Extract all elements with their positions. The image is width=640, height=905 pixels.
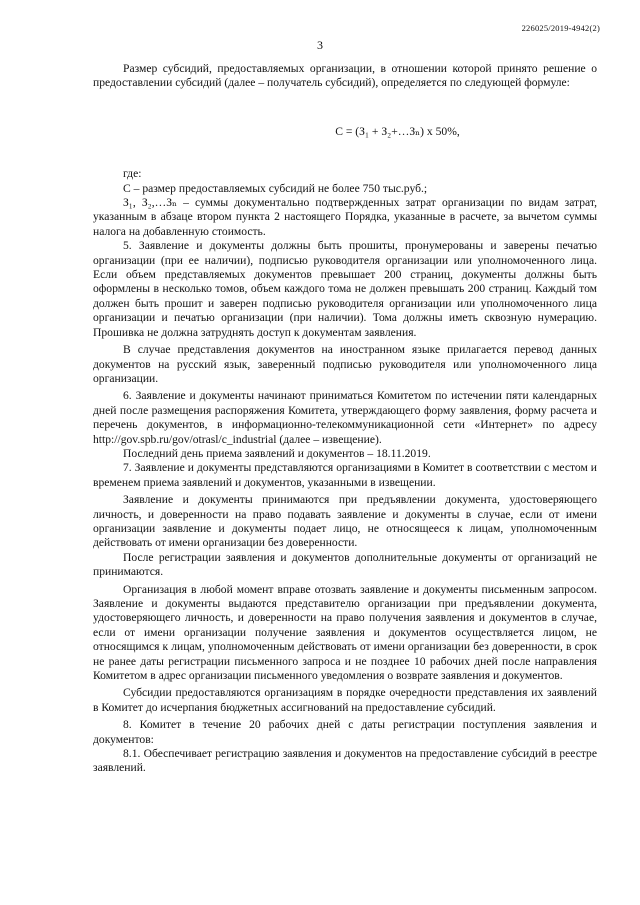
paragraph-item-7: 7. Заявление и документы представляются организациями в Комитет в соответствии с местом и временем приема заявлений и документов, указанными в извещении. [93,461,597,489]
paragraph-item-6: 6. Заявление и документы начинают приниматься Комитетом по истечении пяти календарных дней после размещения распоряжения Комитета, утверждающего форму заявления, форму расчета и перечень документов, в информационно-телекоммуникационной сети «Интернет» по адресу http://gov.spb.ru/gov/otrasl/c_industrial (далее – извещение). [93,389,597,446]
page-number: 3 [317,38,323,52]
paragraph-after-registration: После регистрации заявления и документов дополнительные документы от организаций не принимаются. [93,550,597,579]
paragraph-subsidy-size: Размер субсидий, предоставляемых организации, в отношении которой принято решение о предоставлении субсидий (далее – получатель субсидий), определяется по следующей формуле: [93,62,597,90]
paragraph-item-5: 5. Заявление и документы должны быть прошиты, пронумерованы и заверены печатью организации (при ее наличии), подписью руководителя организации или уполномоченного лица. Если объем представляемых документов превышает 200 страниц, документы должны быть оформлены в несколько томов, объем каждого тома не должен превышать 200 страниц. Каждый том должен быть прошит и заверен подписью руководителя организации или уполномоченного лица организации и печатью организации (при наличии). Тома должны иметь сквозную нумерацию. Прошивка не должна затруднять доступ к документам заявления. [93,239,597,339]
paragraph-costs-definition: З₁, З₂,…Зₙ – суммы документально подтвержденных затрат организации по видам затрат, указанным в абзаце втором пункта 2 настоящего Порядка, указанные в расчете, за вычетом суммы налога на добавленную стоимость. [93,196,597,238]
document-number: 226025/2019-4942(2) [521,23,600,33]
subsidy-formula: С = (З₁ + З₂+…Зₙ) х 50%, [335,124,460,138]
paragraph-foreign-language: В случае представления документов на иностранном языке прилагается перевод данных документов на русский язык, заверенный подписью руководителя или уполномоченного лица организации. [93,343,597,385]
paragraph-withdrawal: Организация в любой момент вправе отозвать заявление и документы письменным запросом. Заявление и документы выдаются представителю организации при предъявлении документа, удостоверяющего личность, и доверенности на право получения заявления и документов в случае, если от имени организации получение заявления и документов осуществляется лицом, не относящимся к лицам, уполномоченным действовать от имени организации без доверенности, в срок не ранее даты регистрации письменного запроса и не позднее 10 рабочих дней после направления Комитетом в адрес организации письменного уведомления о возврате заявления и документов. [93,582,597,683]
paragraph-acceptance: Заявление и документы принимаются при предъявлении документа, удостоверяющего личность, и доверенности на право подавать заявление и документы в случае, если от имени организации заявление и документы подает лицо, не относящееся к лицам, уполномоченным действовать от имени организации без доверенности. [93,493,597,550]
paragraph-item-8: 8. Комитет в течение 20 рабочих дней с даты регистрации поступления заявления и документов: [93,718,597,746]
document-body [93,62,597,776]
paragraph-last-day: Последний день приема заявлений и документов – 18.11.2019. [123,446,431,460]
paragraph-c-definition: С – размер предоставляемых субсидий не более 750 тыс.руб.; [123,181,428,195]
paragraph-queue: Субсидии предоставляются организациям в порядке очередности представления их заявлений в Комитет до исчерпания бюджетных ассигнований на предоставление субсидий. [93,686,597,714]
paragraph-item-8-1: 8.1. Обеспечивает регистрацию заявления и документов на предоставление субсидий в реестре заявлений. [93,747,597,775]
paragraph-where: где: [123,167,142,181]
